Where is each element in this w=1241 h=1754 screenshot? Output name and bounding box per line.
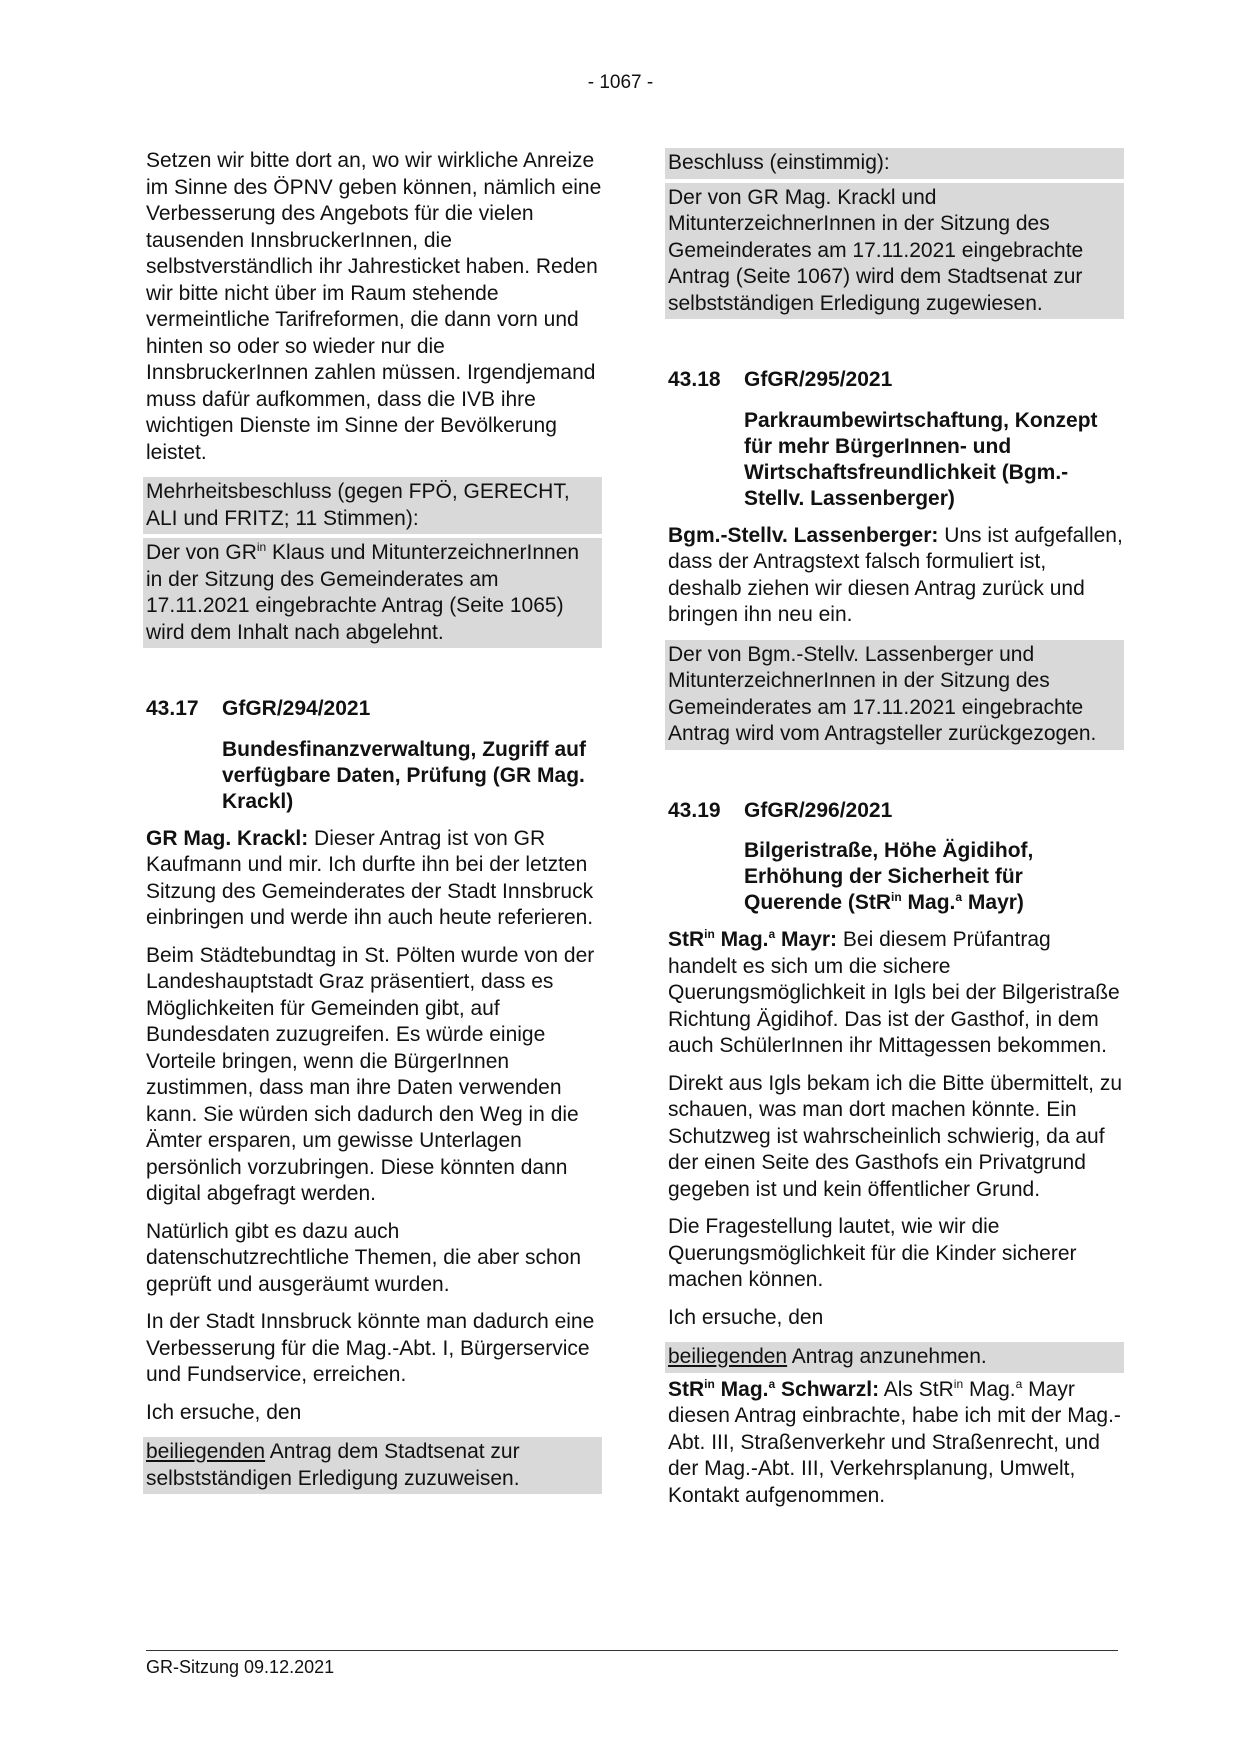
- speaker-name: GR Mag. Krackl:: [146, 826, 309, 850]
- page-number: - 1067 -: [587, 72, 654, 93]
- decision-label: Mehrheitsbeschluss (gegen FPÖ, GERECHT, ALI und FRITZ; 11 Stimmen):: [143, 477, 602, 534]
- speech-paragraph: Bgm.-Stellv. Lassenberger: Uns ist aufgefallen, dass der Antragstext falsch formuliert ist, deshalb ziehen wir diesen Antrag zurück und bringen ihn neu ein.: [668, 523, 1123, 626]
- speech-paragraph: In der Stadt Innsbruck könnte man dadurch eine Verbesserung für die Mag.-Abt. I, Bürgerservice und Fundservice, erreichen.: [146, 1310, 595, 1386]
- speaker-name: Bgm.-Stellv. Lassenberger:: [668, 523, 939, 547]
- speech-paragraph: Natürlich gibt es dazu auch datenschutzrechtliche Themen, die aber schon geprüft und ausgeräumt wurden.: [146, 1219, 582, 1296]
- item-title-43-19: Bilgeristraße, Höhe Ägidihof, Erhöhung der Sicherheit für Querende (StR$^{in}$ Mag.$^a$ Mayr): [744, 839, 1034, 914]
- item-title-43-18: Parkraumbewirtschaftung, Konzept für mehr BürgerInnen- und Wirtschaftsfreundlichkeit (Bgm.-Stellv. Lassenberger): [744, 408, 1098, 510]
- decision-label: Beschluss (einstimmig):: [665, 148, 1124, 179]
- speech-paragraph: GR Mag. Krackl: Dieser Antrag ist von GR Kaufmann und mir. Ich durfte ihn bei der letzten Sitzung des Gemeinderates der Stadt Innsbruck einbringen und werde ihn auch heute referieren.: [146, 826, 594, 929]
- item-heading-43-19: 43.19 GfGR/296/2021: [668, 798, 893, 822]
- footer-text: GR-Sitzung 09.12.2021: [146, 1657, 335, 1677]
- speech-paragraph: Direkt aus Igls bekam ich die Bitte übermittelt, zu schauen, was man dort machen könnte. Ein Schutzweg ist wahrscheinlich schwierig, da auf der einen Seite des Gasthofs ein Privatgrund gegeben ist und kein öffentlicher Grund.: [668, 1071, 1123, 1201]
- request-intro: Ich ersuche, den: [668, 1305, 824, 1329]
- speech-paragraph: Die Fragestellung lautet, wie wir die Querungsmöglichkeit für die Kinder sicherer machen können.: [668, 1215, 1077, 1291]
- speaker-name: StR$^{in}$ Mag.$^a$ Schwarzl:: [668, 1376, 880, 1401]
- request-text: beiliegenden Antrag anzunehmen.: [665, 1342, 1124, 1373]
- item-title-43-17: Bundesfinanzverwaltung, Zugriff auf verfügbare Daten, Prüfung (GR Mag. Krackl): [222, 737, 587, 813]
- speech-paragraph: StR$^{in}$ Mag.$^a$ Schwarzl: Als StR$^{in}$ Mag.$^a$ Mayr diesen Antrag einbrachte, habe ich mit der Mag.-Abt. III, Straßenverkehr und Straßenrecht, und der Mag.-Abt. III, Verkehrsplanung, Umwelt, Kontakt aufgenommen.: [668, 1376, 1121, 1507]
- left-column: [146, 148, 602, 1498]
- paragraph: Setzen wir bitte dort an, wo wir wirkliche Anreize im Sinne des ÖPNV geben können, nämlich eine Verbesserung des Angebots für die vielen tausenden InnsbruckerInnen, die selbstverständlich ihr Jahresticket haben. Reden wir bitte nicht über im Raum stehende vermeintliche Tarifreformen, die dann vorn und hinten so oder so wieder nur die InnsbruckerInnen zahlen müssen. Irgendjemand muss dafür aufkommen, dass die IVB ihre wichtigen Dienste im Sinne der Bevölkerung leistet.: [146, 149, 602, 464]
- footer-divider: [146, 1650, 1118, 1651]
- right-column: [668, 148, 1124, 1520]
- speech-paragraph: StR$^{in}$ Mag.$^a$ Mayr: Bei diesem Prüfantrag handelt es sich um die sichere Querungsmöglichkeit in Igls bei der Bilgeristraße Richtung Ägidihof. Das ist der Gasthof, in dem auch SchülerInnen ihr Mittagessen bekommen.: [668, 927, 1120, 1057]
- item-heading-43-18: 43.18 GfGR/295/2021: [668, 368, 893, 391]
- speaker-name: StR$^{in}$ Mag.$^a$ Mayr:: [668, 927, 838, 951]
- speech-paragraph: Beim Städtebundtag in St. Pölten wurde von der Landeshauptstadt Graz präsentiert, dass es Möglichkeiten für Gemeinden gibt, auf Bundesdaten zuzugreifen. Es würde einige Vorteile bringen, wenn die BürgerInnen zustimmen, dass man ihre Daten verwenden kann. Sie würden sich dadurch den Weg in die Ämter ersparen, um gewisse Unterlagen persönlich vorzubringen. Diese könnten dann digital abgefragt werden.: [146, 943, 595, 1205]
- decision-text: Der von Bgm.-Stellv. Lassenberger und MitunterzeichnerInnen in der Sitzung des Gemeinderates am 17.11.2021 eingebrachte Antrag wird vom Antragsteller zurückgezogen.: [665, 640, 1124, 750]
- item-heading-43-17: 43.17 GfGR/294/2021: [146, 697, 371, 720]
- decision-text: Der von $GR^{in}$ Klaus und MitunterzeichnerInnen in der Sitzung des Gemeinderates am 17.11.2021 eingebrachte Antrag (Seite 1065) wird dem Inhalt nach abgelehnt.: [143, 538, 602, 648]
- request-text: beiliegenden Antrag dem Stadtsenat zur selbstständigen Erledigung zuzuweisen.: [143, 1437, 602, 1494]
- request-intro: Ich ersuche, den: [146, 1400, 302, 1424]
- decision-text: Der von GR Mag. Krackl und MitunterzeichnerInnen in der Sitzung des Gemeinderates am 17.11.2021 eingebrachte Antrag (Seite 1067) wird dem Stadtsenat zur selbstständigen Erledigung zugewiesen.: [665, 183, 1124, 320]
